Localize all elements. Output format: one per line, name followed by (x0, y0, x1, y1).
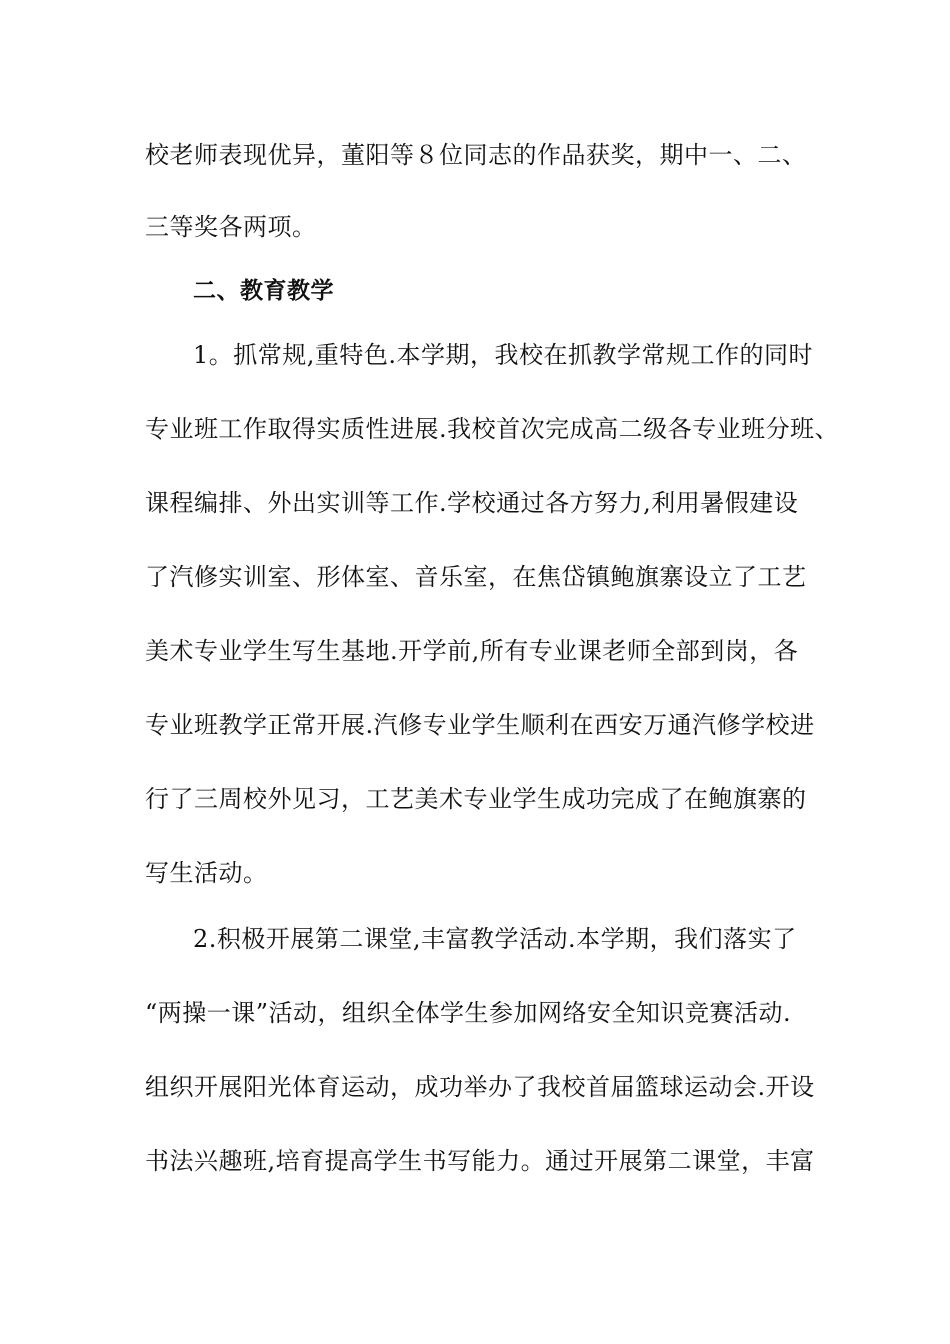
paragraph-line: 专业班教学正常开展.汽修专业学生顺利在西安万通汽修学校进 (145, 711, 815, 739)
paragraph-line: 组织开展阳光体育运动，成功举办了我校首届篮球运动会.开设 (145, 1073, 815, 1101)
paragraph-line: 课程编排、外出实训等工作.学校通过各方努力,利用暑假建设 (145, 489, 799, 517)
paragraph-line: 三等奖各两项。 (145, 213, 317, 241)
paragraph-line: “两操一课”活动，组织全体学生参加网络安全知识竞赛活动. (145, 999, 792, 1027)
paragraph-line: 美术专业学生写生基地.开学前,所有专业课老师全部到岗，各 (145, 637, 799, 665)
paragraph-line: 专业班工作取得实质性进展.我校首次完成高二级各专业班分班、 (145, 415, 840, 443)
paragraph-line: 行了三周校外见习，工艺美术专业学生成功完成了在鲍旗寨的 (145, 785, 807, 813)
section-heading: 二、教育教学 (193, 278, 334, 304)
paragraph-line: 校老师表现优异，董阳等８位同志的作品获奖，期中一、二、 (145, 141, 807, 169)
paragraph-line: 书法兴趣班,培育提高学生书写能力。通过开展第二课堂，丰富 (145, 1147, 815, 1175)
paragraph-line: 2.积极开展第二课堂,丰富教学活动.本学期，我们落实了 (193, 925, 797, 953)
paragraph-line: 写生活动。 (145, 859, 268, 887)
paragraph-line: 了汽修实训室、形体室、音乐室，在焦岱镇鲍旗寨设立了工艺 (145, 563, 807, 591)
paragraph-line: 1。抓常规,重特色.本学期，我校在抓教学常规工作的同时 (193, 341, 814, 369)
